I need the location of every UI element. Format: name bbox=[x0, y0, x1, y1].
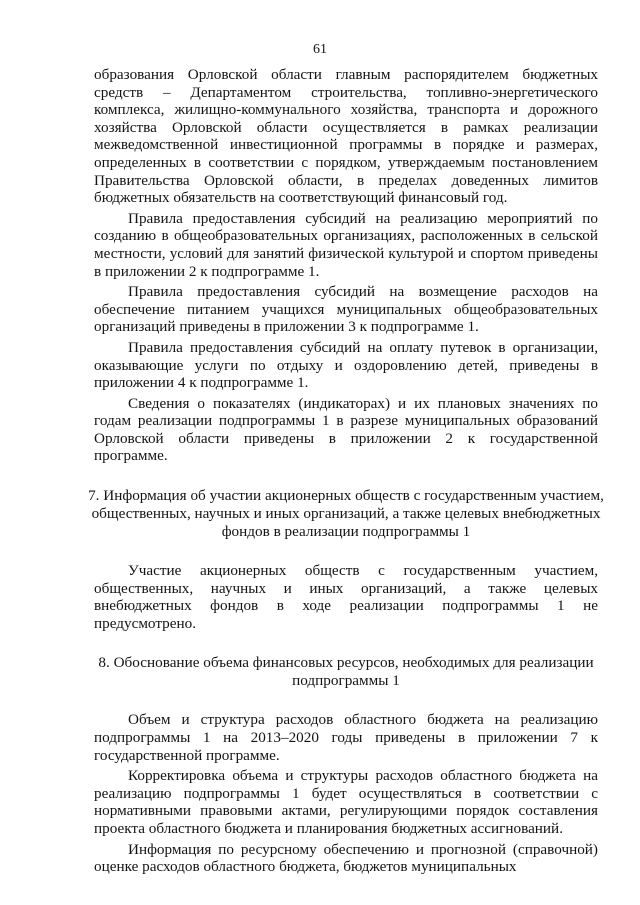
paragraph-7: Объем и структура расходов областного бюджета на реализацию подпрограммы 1 на 2013–2020 годы приведены в приложении 7 к государственной программе. bbox=[94, 711, 598, 764]
section-heading-8: 8. Обоснование объема финансовых ресурсов, необходимых для реализации подпрограммы 1 bbox=[98, 654, 594, 690]
section-heading-7: 7. Информация об участии акционерных обществ с государственным участием, общественных, научных и иных организаций, а также целевых внебюджетных фондов в реализации подпрограммы 1 bbox=[88, 487, 604, 541]
paragraph-5: Сведения о показателях (индикаторах) и их плановых значениях по годам реализации подпрограммы 1 в разрезе муниципальных образований Орловской области приведены в приложении 2 к государственной программе. bbox=[94, 394, 598, 465]
page-number: 61 bbox=[313, 42, 327, 57]
paragraph-9: Информация по ресурсному обеспечению и прогнозной (справочной) оценке расходов областного бюджета, бюджетов муниципальных bbox=[94, 840, 598, 876]
paragraph-1: образования Орловской области главным распорядителем бюджетных средств – Департаментом строительства, топливно-энергетического комплекса, жилищно-коммунального хозяйства, транспорта и дорожного хозяйства Орловской области осуществляется в рамках реализации межведомственной инвестиционной программы в порядке и размерах, определенных в соответствии с порядком, утверждаемым постановлением Правительства Орловской области, в пределах доведенных лимитов бюджетных обязательств на соответствующий финансовый год. bbox=[94, 66, 598, 207]
paragraph-6: Участие акционерных обществ с государственным участием, общественных, научных и иных организаций, а также целевых внебюджетных фондов в ходе реализации подпрограммы 1 не предусмотрено. bbox=[94, 562, 598, 632]
paragraph-8: Корректировка объема и структуры расходов областного бюджета на реализацию подпрограммы 1 будет осуществляться в соответствии с нормативными правовыми актами, регулирующими порядок составления проекта областного бюджета и планирования бюджетных ассигнований. bbox=[94, 767, 598, 837]
paragraph-4: Правила предоставления субсидий на оплату путевок в организации, оказывающие услуги по отдыху и оздоровлению детей, приведены в приложении 4 к подпрограмме 1. bbox=[94, 338, 598, 392]
paragraph-2: Правила предоставления субсидий на реализацию мероприятий по созданию в общеобразовательных организациях, расположенных в сельской местности, условий для занятий физической культурой и спортом приведены в приложении 2 к подпрограмме 1. bbox=[94, 209, 598, 280]
paragraph-3: Правила предоставления субсидий на возмещение расходов на обеспечение питанием учащихся муниципальных общеобразовательных организаций приведены в приложении 3 к подпрограмме 1. bbox=[94, 283, 598, 336]
document-body bbox=[88, 66, 604, 879]
